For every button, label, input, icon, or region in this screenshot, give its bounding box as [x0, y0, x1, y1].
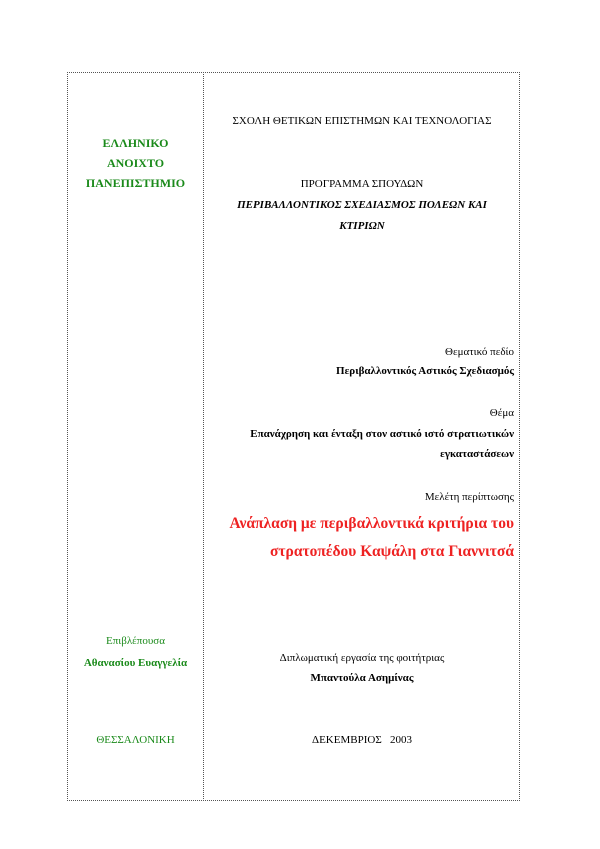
supervisor-name: Αθανασίου Ευαγγελία	[83, 657, 188, 669]
case-value-line-1: Ανάπλαση με περιβαλλοντικά κριτήρια του	[229, 515, 514, 532]
university-line-3: ΠΑΝΕΠΙΣΤΗΜΙΟ	[85, 176, 186, 190]
thesis-label: Διπλωματική εργασία της φοιτήτριας	[279, 652, 445, 664]
city: ΘΕΣΣΑΛΟΝΙΚΗ	[96, 734, 175, 746]
school-name: ΣΧΟΛΗ ΘΕΤΙΚΩΝ ΕΠΙΣΤΗΜΩΝ ΚΑΙ ΤΕΧΝΟΛΟΓΙΑΣ	[232, 115, 492, 127]
university-line-1: ΕΛΛΗΝΙΚΟ	[102, 136, 169, 150]
supervisor-label: Επιβλέπουσα	[106, 635, 165, 647]
field-label: Θεματικό πεδίο	[445, 346, 514, 358]
field-value: Περιβαλλοντικός Αστικός Σχεδιασμός	[336, 365, 514, 377]
program-name-line-2: ΚΤΙΡΙΩΝ	[339, 220, 385, 232]
topic-value-line-2: εγκαταστάσεων	[440, 448, 514, 460]
case-label: Μελέτη περίπτωσης	[424, 491, 514, 503]
student-name: Μπαντούλα Ασημίνας	[310, 672, 414, 684]
topic-label: Θέμα	[489, 407, 514, 419]
topic-value-line-1: Επανάχρηση και ένταξη στον αστικό ιστό στρατιωτικών	[250, 428, 514, 440]
case-value-line-2: στρατοπέδου Καψάλη στα Γιαννιτσά	[269, 543, 514, 560]
university-line-2: ΑΝΟΙΧΤΟ	[106, 156, 165, 170]
date: ΔΕΚΕΜΒΡΙΟΣ 2003	[312, 734, 412, 746]
university-name	[68, 133, 203, 193]
program-name-line-1: ΠΕΡΙΒΑΛΛΟΝΤΙΚΟΣ ΣΧΕΔΙΑΣΜΟΣ ΠΟΛΕΩΝ ΚΑΙ	[237, 199, 487, 211]
program-label: ΠΡΟΓΡΑΜΜΑ ΣΠΟΥΔΩΝ	[300, 178, 424, 190]
